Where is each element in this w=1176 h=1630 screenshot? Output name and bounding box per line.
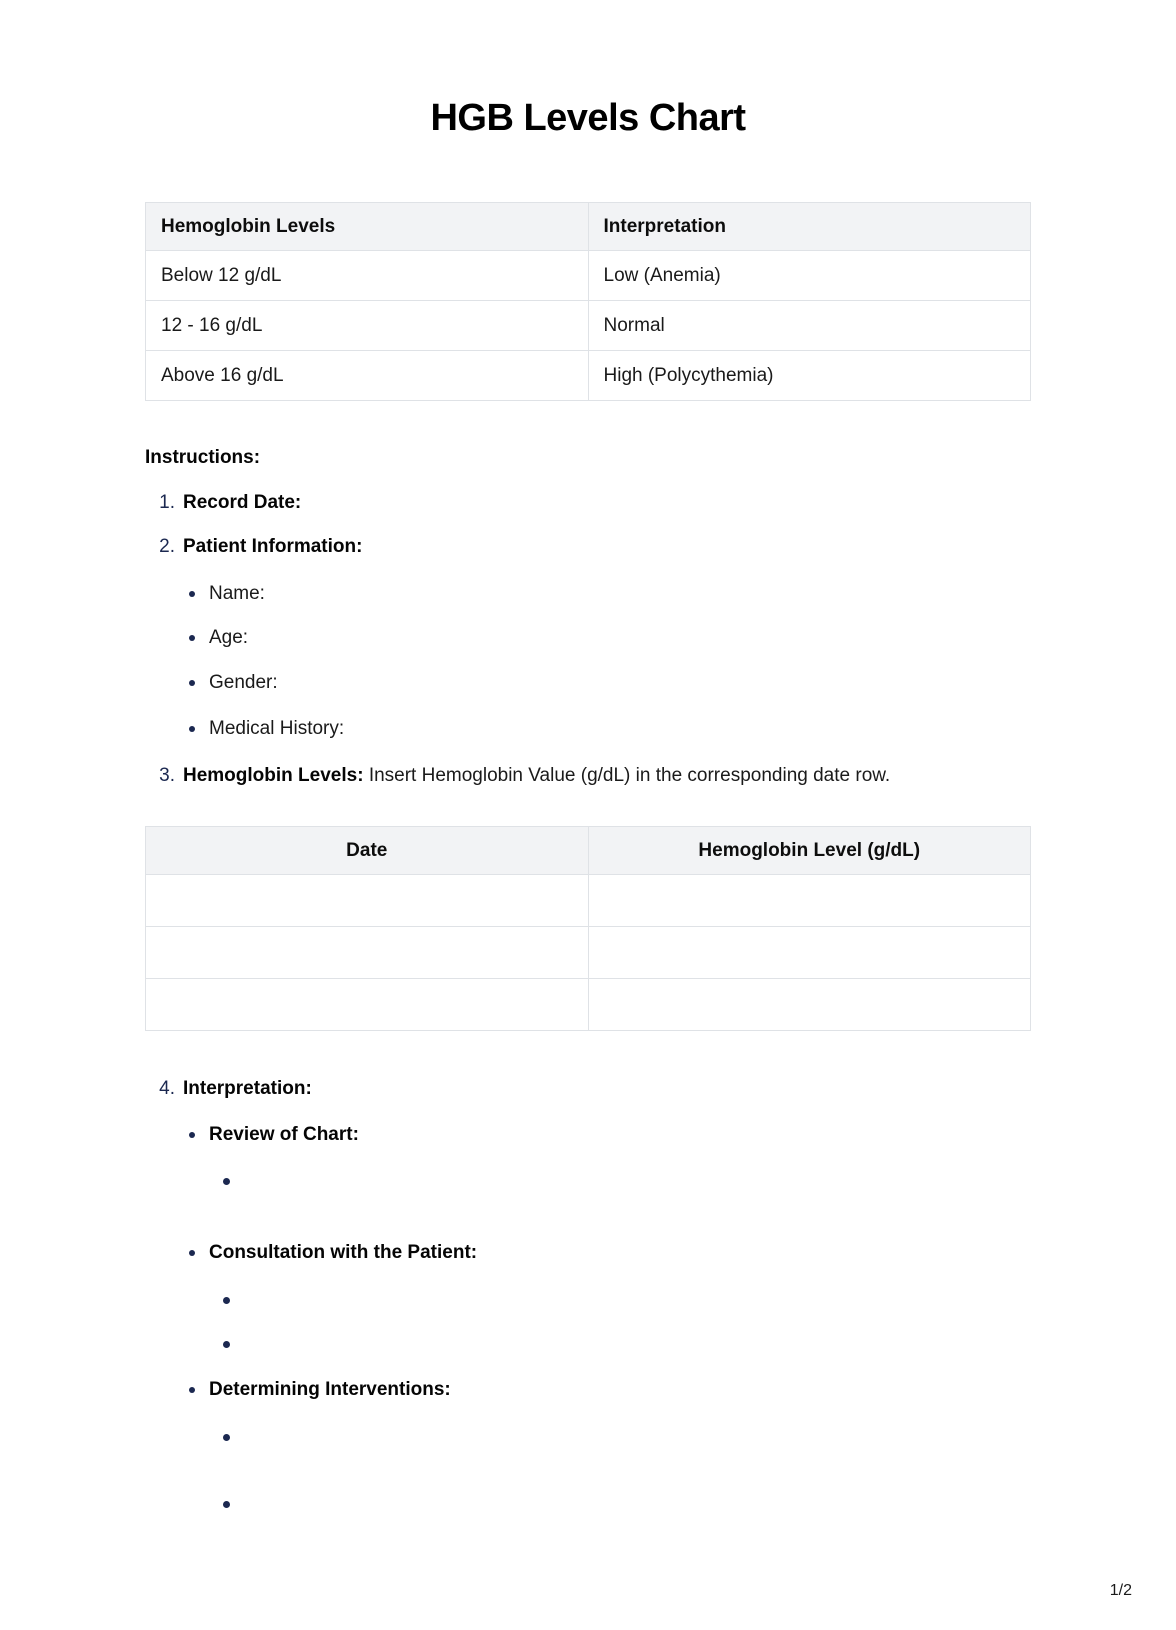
hgb-log-table	[145, 826, 1031, 1031]
list-number: 1.	[159, 492, 175, 513]
bullet-item	[145, 1123, 1031, 1147]
table-cell: Normal	[588, 301, 1031, 351]
table-header-row	[146, 827, 1031, 875]
document-page	[145, 0, 1031, 1516]
instruction-label: Interpretation:	[183, 1078, 312, 1099]
bullet-label: Review of Chart:	[209, 1124, 359, 1145]
instruction-item-interpretation	[145, 1077, 1031, 1101]
bullet-label: Consultation with the Patient:	[209, 1242, 478, 1263]
empty-sub-bullet	[145, 1332, 1031, 1356]
instruction-description: Insert Hemoglobin Value (g/dL) in the corresponding date row.	[368, 765, 891, 786]
interpretation-list	[145, 1123, 1031, 1516]
table-row	[146, 301, 1031, 351]
interpretation-header-cell: Interpretation	[588, 203, 1031, 251]
table-row	[146, 927, 1031, 979]
log-level-cell	[588, 979, 1031, 1031]
page-indicator: 1/2	[1109, 1582, 1132, 1599]
bullet-item	[145, 1241, 1031, 1265]
log-level-cell	[588, 875, 1031, 927]
table-row	[146, 979, 1031, 1031]
instruction-item-record-date	[145, 491, 1031, 515]
bullet-label: Gender:	[209, 672, 278, 693]
instruction-item-patient-info	[145, 535, 1031, 559]
bullet-label: Medical History:	[209, 718, 345, 739]
bullet-icon	[189, 1132, 195, 1138]
table-header-row	[146, 203, 1031, 251]
bullet-icon	[189, 726, 195, 732]
table-row	[146, 251, 1031, 301]
list-number: 4.	[159, 1078, 175, 1099]
list-number: 3.	[159, 765, 175, 786]
page-title: HGB Levels Chart	[430, 97, 746, 139]
patient-info-list	[145, 582, 1031, 741]
instruction-label: Patient Information:	[183, 536, 363, 557]
hgb-level-header-cell: Hemoglobin Level (g/dL)	[588, 827, 1031, 875]
bullet-item	[145, 717, 1031, 741]
table-cell: High (Polycythemia)	[588, 351, 1031, 401]
empty-sub-bullet	[145, 1288, 1031, 1312]
hgb-levels-table	[145, 202, 1031, 401]
instruction-label: Hemoglobin Levels:	[183, 765, 364, 786]
bullet-label: Determining Interventions:	[209, 1379, 451, 1400]
bullet-icon	[189, 680, 195, 686]
table-cell: Below 12 g/dL	[146, 251, 589, 301]
instruction-text	[183, 764, 890, 788]
instruction-item-hemoglobin-levels	[145, 764, 1031, 788]
instructions-heading: Instructions:	[145, 447, 261, 468]
table-cell: 12 - 16 g/dL	[146, 301, 589, 351]
empty-sub-bullet	[145, 1492, 1031, 1516]
bullet-label: Name:	[209, 583, 265, 604]
bullet-icon	[223, 1297, 230, 1304]
levels-header-cell: Hemoglobin Levels	[146, 203, 589, 251]
bullet-icon	[189, 635, 195, 641]
empty-sub-bullet	[145, 1425, 1031, 1449]
bullet-icon	[189, 591, 195, 597]
table-cell: Above 16 g/dL	[146, 351, 589, 401]
table-row	[146, 875, 1031, 927]
bullet-icon	[189, 1387, 195, 1393]
log-date-cell	[146, 979, 589, 1031]
bullet-item	[145, 626, 1031, 650]
bullet-icon	[223, 1178, 230, 1185]
list-number: 2.	[159, 536, 175, 557]
table-cell: Low (Anemia)	[588, 251, 1031, 301]
table-row	[146, 351, 1031, 401]
empty-sub-bullet	[145, 1169, 1031, 1193]
bullet-item	[145, 582, 1031, 606]
log-date-cell	[146, 927, 589, 979]
bullet-label: Age:	[209, 627, 249, 648]
bullet-icon	[189, 1250, 195, 1256]
log-level-cell	[588, 927, 1031, 979]
date-header-cell: Date	[146, 827, 589, 875]
instruction-label: Record Date:	[183, 492, 302, 513]
bullet-icon	[223, 1434, 230, 1441]
bullet-icon	[223, 1501, 230, 1508]
bullet-icon	[223, 1341, 230, 1348]
log-date-cell	[146, 875, 589, 927]
bullet-item	[145, 1378, 1031, 1402]
bullet-item	[145, 671, 1031, 695]
